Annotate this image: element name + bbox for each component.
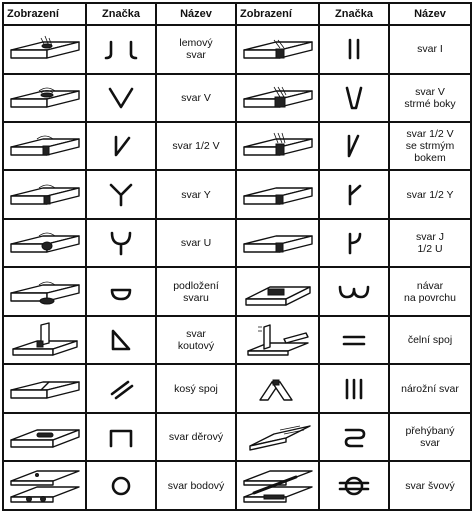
weld-name: návar na povrchu bbox=[389, 267, 471, 315]
table-row bbox=[3, 267, 471, 315]
weld-illustration bbox=[236, 74, 319, 122]
header-name-right: Název bbox=[389, 3, 471, 25]
weld-illustration bbox=[236, 267, 319, 315]
square-weld-symbol bbox=[319, 25, 389, 73]
table-row bbox=[3, 219, 471, 267]
weld-name: svar 1/2 Y bbox=[389, 170, 471, 218]
header-image-left: Zobrazení bbox=[3, 3, 86, 25]
surfacing-symbol bbox=[319, 267, 389, 315]
weld-name: svar I bbox=[389, 25, 471, 73]
table-row bbox=[3, 316, 471, 364]
seam-weld-symbol bbox=[319, 461, 389, 510]
weld-name: svar bodový bbox=[156, 461, 236, 510]
weld-name: podložení svaru bbox=[156, 267, 236, 315]
inclined-joint-symbol bbox=[86, 364, 156, 412]
weld-name: svar děrový bbox=[156, 413, 236, 461]
weld-illustration bbox=[236, 25, 319, 73]
backing-weld-symbol bbox=[86, 267, 156, 315]
weld-name: čelní spoj bbox=[389, 316, 471, 364]
weld-illustration bbox=[3, 413, 86, 461]
weld-name: nárožní svar bbox=[389, 364, 471, 412]
weld-illustration bbox=[3, 316, 86, 364]
steep-v-weld-symbol bbox=[319, 74, 389, 122]
weld-illustration bbox=[236, 364, 319, 412]
table-row bbox=[3, 122, 471, 170]
weld-name: svar U bbox=[156, 219, 236, 267]
header-row bbox=[3, 3, 471, 25]
weld-name: svar J 1/2 U bbox=[389, 219, 471, 267]
table-row bbox=[3, 25, 471, 73]
weld-illustration bbox=[3, 219, 86, 267]
weld-name: svar V strmé boky bbox=[389, 74, 471, 122]
half-y-weld-symbol bbox=[319, 170, 389, 218]
weld-illustration bbox=[236, 461, 319, 510]
table-row bbox=[3, 74, 471, 122]
plug-weld-symbol bbox=[86, 413, 156, 461]
weld-symbols-table bbox=[2, 2, 472, 511]
weld-name: svar koutový bbox=[156, 316, 236, 364]
weld-illustration bbox=[236, 316, 319, 364]
weld-illustration bbox=[3, 122, 86, 170]
v-weld-symbol bbox=[86, 74, 156, 122]
header-symbol-left: Značka bbox=[86, 3, 156, 25]
corner-weld-symbol bbox=[319, 364, 389, 412]
j-weld-symbol bbox=[319, 219, 389, 267]
weld-name: svar švový bbox=[389, 461, 471, 510]
fold-joint-symbol bbox=[319, 413, 389, 461]
edge-joint-symbol bbox=[319, 316, 389, 364]
table-row bbox=[3, 413, 471, 461]
weld-illustration bbox=[3, 25, 86, 73]
weld-illustration bbox=[3, 267, 86, 315]
weld-illustration bbox=[236, 122, 319, 170]
weld-name: svar 1/2 V se strmým bokem bbox=[389, 122, 471, 170]
weld-name: svar Y bbox=[156, 170, 236, 218]
fillet-weld-symbol bbox=[86, 316, 156, 364]
table-row bbox=[3, 364, 471, 412]
table-row bbox=[3, 461, 471, 510]
weld-illustration bbox=[236, 219, 319, 267]
weld-name: kosý spoj bbox=[156, 364, 236, 412]
weld-illustration bbox=[236, 413, 319, 461]
weld-illustration bbox=[3, 364, 86, 412]
table-row bbox=[3, 170, 471, 218]
weld-symbols-sheet bbox=[2, 2, 470, 511]
weld-illustration bbox=[3, 170, 86, 218]
flange-weld-symbol bbox=[86, 25, 156, 73]
weld-name: přehýbaný svar bbox=[389, 413, 471, 461]
header-image-right: Zobrazení bbox=[236, 3, 319, 25]
u-weld-symbol bbox=[86, 219, 156, 267]
weld-illustration bbox=[3, 461, 86, 510]
y-weld-symbol bbox=[86, 170, 156, 218]
weld-illustration bbox=[3, 74, 86, 122]
header-name-left: Název bbox=[156, 3, 236, 25]
steep-half-v-weld-symbol bbox=[319, 122, 389, 170]
weld-name: lemový svar bbox=[156, 25, 236, 73]
half-v-weld-symbol bbox=[86, 122, 156, 170]
header-symbol-right: Značka bbox=[319, 3, 389, 25]
weld-name: svar 1/2 V bbox=[156, 122, 236, 170]
weld-illustration bbox=[236, 170, 319, 218]
weld-name: svar V bbox=[156, 74, 236, 122]
spot-weld-symbol bbox=[86, 461, 156, 510]
